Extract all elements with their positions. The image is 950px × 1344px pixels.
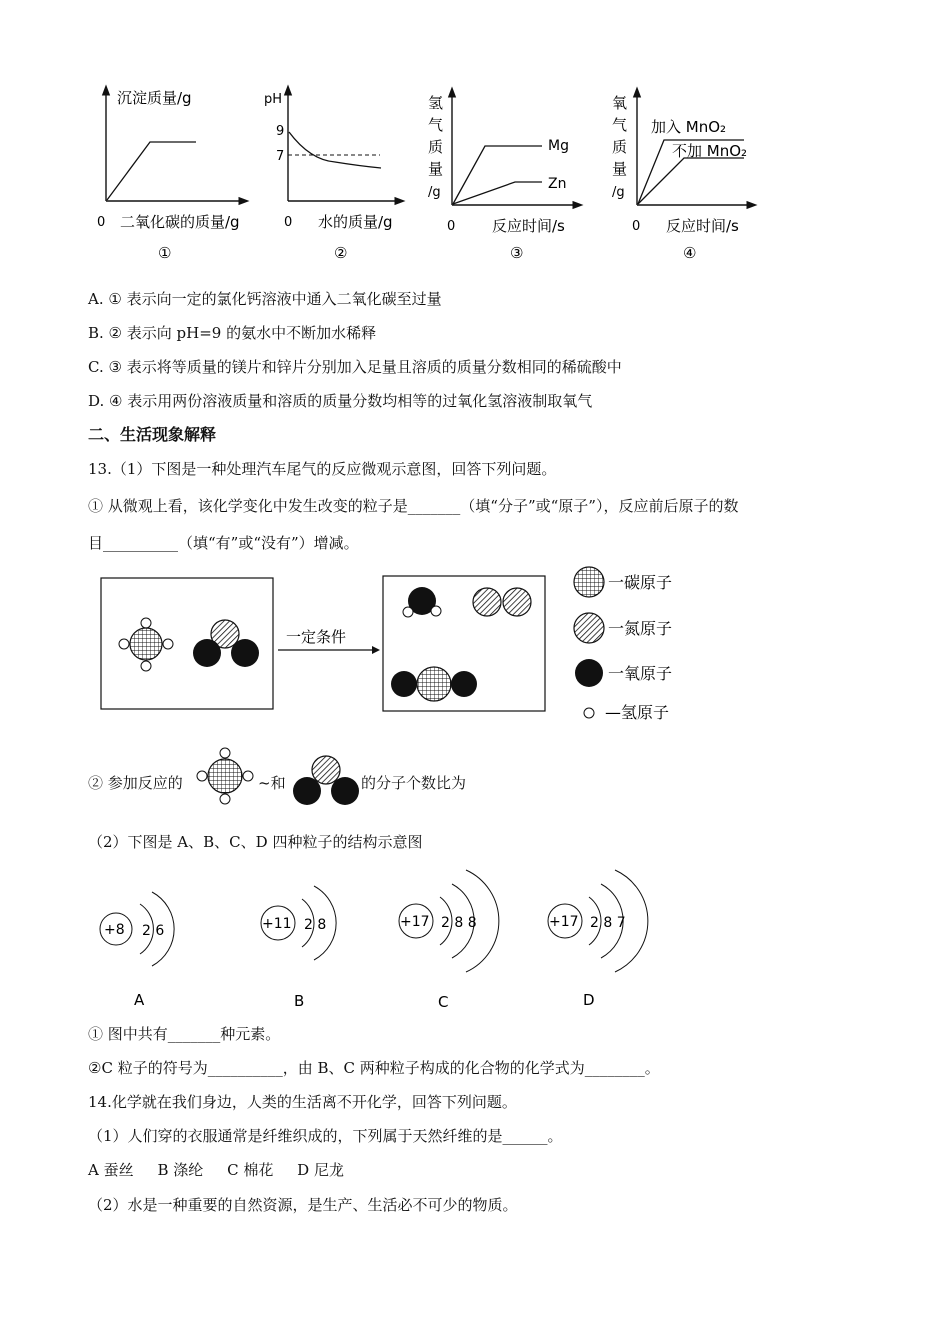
graph-3-origin: 0	[447, 219, 456, 234]
q13-part2-sub2: ②C 粒子的符号为__________，由 B、C 两种粒子构成的化合物的化学式为________。	[88, 1059, 660, 1077]
graph-4-number: ④	[683, 244, 697, 262]
no2-inline-icon	[290, 752, 362, 810]
graph-4-x-label: 反应时间/s	[666, 217, 739, 235]
legend-oxygen: 一氧原子	[608, 664, 673, 683]
particle-d-nucleus: +17	[549, 914, 579, 930]
graph-4-y-label-3: 质	[612, 138, 628, 156]
no2-molecule	[193, 620, 259, 667]
particle-d	[548, 870, 648, 1009]
particle-b-shells: 2 8	[304, 917, 327, 933]
particle-b-label: B	[294, 992, 305, 1010]
graph-4-series-with: 加入 MnO₂	[651, 118, 727, 136]
section-heading: 二、生活现象解释	[88, 425, 217, 444]
q13-part2-sub1: ① 图中共有_______种元素。	[88, 1025, 281, 1043]
graph-2-y-label: pH	[264, 92, 283, 107]
co2-molecule	[391, 667, 477, 701]
oxygen-legend-icon	[575, 659, 603, 687]
particle-a-label: A	[134, 991, 145, 1009]
nitrogen-molecule	[473, 588, 531, 616]
atom-legend	[574, 567, 672, 722]
particle-a-nucleus: +8	[104, 922, 125, 938]
graph-4	[612, 92, 752, 262]
graph-2-curve	[289, 132, 381, 168]
graph-4-y-label-4: 量	[612, 160, 628, 178]
particle-a	[100, 892, 174, 1009]
graph-1-y-label: 沉淀质量/g	[117, 89, 192, 107]
particle-c-label: C	[438, 993, 449, 1011]
q13-line2: 目__________（填“有”或“没有”）增减。	[88, 534, 359, 552]
q13-sub2-suffix: 的分子个数比为	[361, 774, 467, 792]
q13-sub2-mid: ~和	[258, 774, 286, 792]
particle-c-shells: 2 8 8	[441, 915, 477, 931]
graph-3-y-label-2: 气	[428, 116, 444, 134]
graph-3-x-label: 反应时间/s	[492, 217, 565, 235]
graph-2-origin: 0	[284, 215, 293, 230]
graph-4-origin: 0	[632, 219, 641, 234]
option-d: D. ④ 表示用两份溶液质量和溶质的质量分数均相等的过氧化氢溶液制取氧气	[88, 392, 593, 410]
methane-molecule	[119, 618, 173, 671]
graph-2-number: ②	[334, 244, 348, 262]
legend-nitrogen: 一氮原子	[608, 619, 673, 638]
graph-4-y-label-2: 气	[612, 116, 628, 134]
q13-line1: ① 从微观上看，该化学变化中发生改变的粒子是_______（填“分子”或“原子”），反应前后原子的数	[88, 497, 739, 515]
q14-part2: （2）水是一种重要的自然资源，是生产、生活必不可少的物质。	[88, 1196, 518, 1214]
graph-3-y-label-3: 质	[428, 138, 444, 156]
q14-part1: （1）人们穿的衣服通常是纤维织成的，下列属于天然纤维的是______。	[88, 1127, 563, 1145]
reaction-arrow-head	[372, 646, 380, 654]
nitrogen-legend-icon	[574, 613, 604, 643]
particle-d-shells: 2 8 7	[590, 915, 626, 931]
graph-4-y-label-1: 氧	[612, 94, 628, 112]
particle-b	[261, 886, 336, 1010]
q14-intro: 14.化学就在我们身边，人类的生活离不开化学，回答下列问题。	[88, 1093, 517, 1111]
graph-3-y-label-4: 量	[428, 160, 444, 178]
graph-3-mg-curve	[453, 146, 542, 204]
reaction-diagram	[90, 562, 710, 732]
hydrogen-legend-icon	[584, 708, 594, 718]
graph-2-x-label: 水的质量/g	[318, 213, 393, 231]
option-c: C. ③ 表示将等质量的镁片和锌片分别加入足量且溶质的质量分数相同的稀硫酸中	[88, 358, 622, 376]
q13-sub2-prefix: ② 参加反应的	[88, 774, 183, 792]
option-a: A. ① 表示向一定的氯化钙溶液中通入二氧化碳至过量	[88, 290, 442, 308]
graph-3-y-label-5: /g	[428, 185, 441, 200]
graph-2-tick-7: 7	[276, 149, 285, 164]
graph-1-curve	[107, 142, 196, 200]
graph-3-series-mg: Mg	[548, 138, 569, 154]
graph-3-number: ③	[510, 244, 524, 262]
methane-inline-icon	[193, 744, 257, 808]
graphs-figure	[0, 80, 950, 270]
q13-part2-intro: （2）下图是 A、B、C、D 四种粒子的结构示意图	[88, 833, 423, 851]
graph-1-x-label: 二氧化碳的质量/g	[120, 213, 240, 231]
particle-c	[399, 870, 499, 1011]
legend-hydrogen: —氢原子	[605, 703, 670, 722]
graph-4-y-label-5: /g	[612, 185, 625, 200]
graph-3	[428, 92, 578, 262]
legend-carbon: 一碳原子	[608, 573, 673, 592]
particle-d-label: D	[583, 991, 595, 1009]
particle-a-shells: 2 6	[142, 923, 165, 939]
particle-structures	[88, 860, 688, 1020]
particle-c-nucleus: +17	[400, 914, 430, 930]
graph-1-origin: 0	[97, 215, 106, 230]
option-b: B. ② 表示向 pH=9 的氨水中不断加水稀释	[88, 324, 377, 342]
graph-3-y-label-1: 氢	[428, 94, 444, 112]
particle-b-nucleus: +11	[262, 916, 292, 932]
reaction-condition: 一定条件	[286, 628, 347, 646]
graph-4-series-without: 不加 MnO₂	[672, 142, 748, 160]
water-molecule	[403, 587, 441, 617]
graph-3-series-zn: Zn	[548, 176, 567, 192]
graph-1	[97, 89, 244, 262]
q13-intro: 13.（1）下图是一种处理汽车尾气的反应微观示意图，回答下列问题。	[88, 460, 557, 478]
carbon-legend-icon	[574, 567, 604, 597]
q14-choices: A 蚕丝 B 涤纶 C 棉花 D 尼龙	[88, 1161, 344, 1179]
graph-2	[264, 90, 400, 262]
graph-1-number: ①	[158, 244, 172, 262]
graph-2-tick-9: 9	[276, 124, 285, 139]
graph-3-zn-curve	[453, 182, 542, 204]
